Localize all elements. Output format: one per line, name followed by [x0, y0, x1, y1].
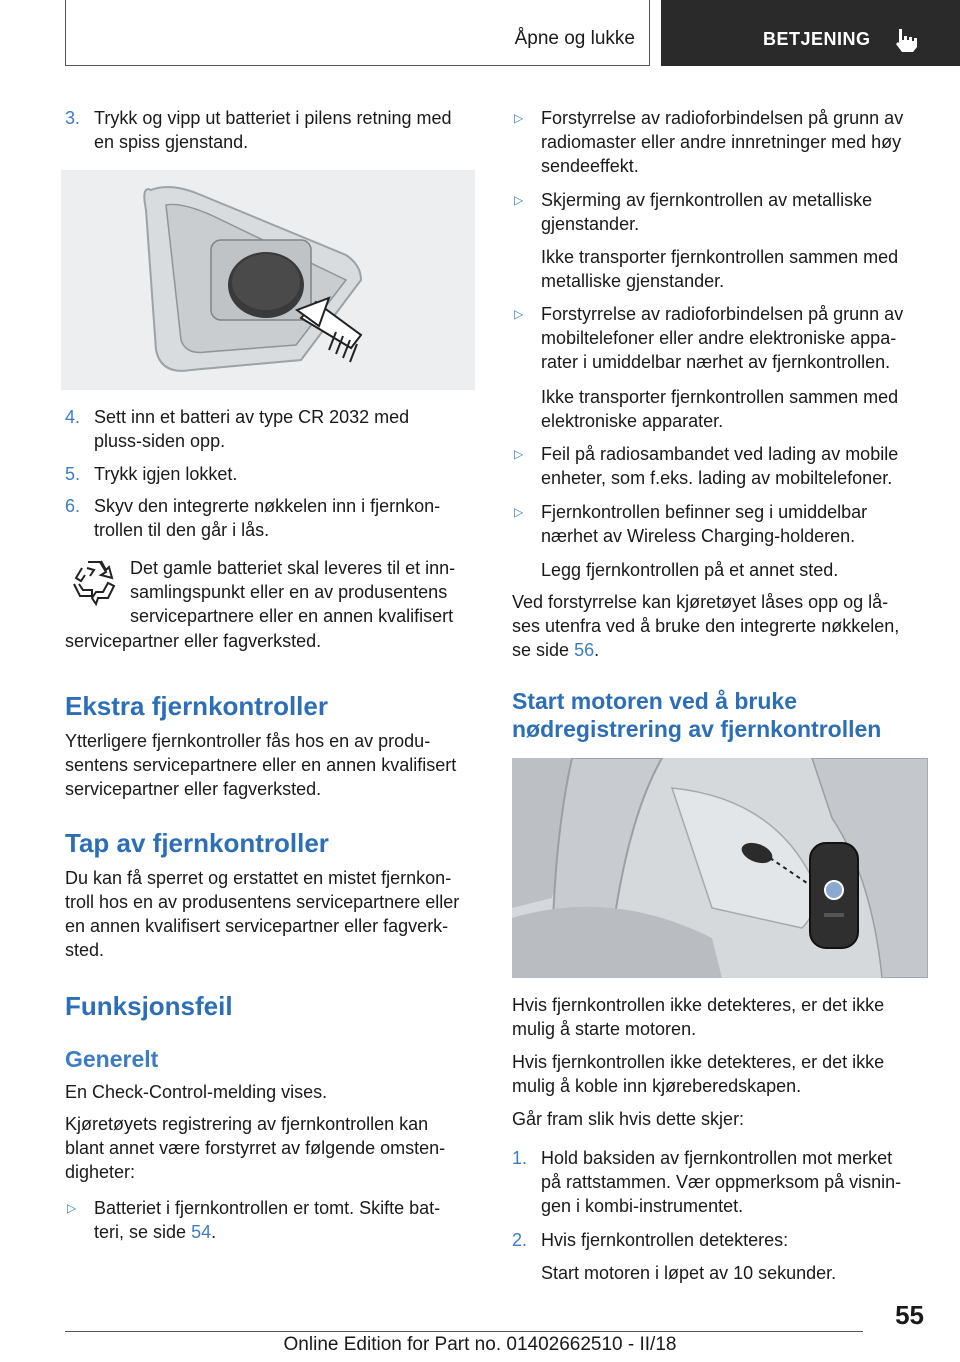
page-link-56[interactable]: 56	[574, 640, 595, 660]
bullet-text: rater i umiddelbar nærhet av fjernkontrollen.	[541, 352, 891, 372]
step-text: Trykk igjen lokket.	[94, 464, 238, 484]
paragraph-text: en annen kvalifisert servicepartner eller fagverk-	[65, 916, 449, 936]
bullet-text: Feil på radiosambandet ved lading av mobile	[541, 444, 899, 464]
paragraph-text: Kjøretøyets registrering av fjernkontrollen kan	[65, 1114, 429, 1134]
bullet-subtext: Ikke transporter fjernkontrollen sammen med	[541, 387, 899, 407]
paragraph-text: troll hos en av produsentens servicepartnere eller	[65, 892, 460, 912]
paragraph-text: blant annet være forstyrret av følgende omsten-	[65, 1138, 446, 1158]
paragraph-text: servicepartner eller fagverksted.	[65, 779, 322, 799]
bullet-arrow-icon: ▷	[514, 111, 524, 125]
bullet-text: Forstyrrelse av radioforbindelsen på grunn av	[541, 304, 904, 324]
bullet-text: teri, se side 54.	[94, 1222, 217, 1242]
bullet-subtext: Ikke transporter fjernkontrollen sammen med	[541, 247, 899, 267]
heading-emergency-start: Start motoren ved å bruke	[512, 688, 798, 714]
bullet-subtext: metalliske gjenstander.	[541, 271, 725, 291]
key-battery-diagram	[61, 170, 475, 390]
bullet-arrow-icon: ▷	[514, 193, 524, 207]
bullet-text: gjenstander.	[541, 214, 640, 234]
heading-malfunction: Funksjonsfeil	[65, 991, 233, 1021]
step-number: 6.	[65, 496, 81, 516]
bullet-text: sendeeffekt.	[541, 156, 639, 176]
paragraph-text: Går fram slik hvis dette skjer:	[512, 1109, 745, 1129]
footer-edition: Online Edition for Part no. 01402662510 - II/18	[283, 1334, 677, 1355]
heading-lost-remote: Tap av fjernkontroller	[65, 828, 329, 858]
bullet-text: nærhet av Wireless Charging-holderen.	[541, 526, 856, 546]
step-text: på rattstammen. Vær oppmerksom på visnin-	[541, 1172, 902, 1192]
page-number: 55	[895, 1300, 924, 1330]
steering-column-diagram	[512, 758, 928, 978]
paragraph-text: Hvis fjernkontrollen ikke detekteres, er det ikke	[512, 1052, 885, 1072]
page-link-54[interactable]: 54	[191, 1222, 212, 1242]
paragraph-text: digheter:	[65, 1162, 136, 1182]
step-number: 5.	[65, 464, 81, 484]
step-text: gen i kombi-instrumentet.	[541, 1196, 744, 1216]
note-text: servicepartnere eller en annen kvalifisert	[130, 606, 454, 626]
paragraph-text: Du kan få sperret og erstattet en mistet fjernkon-	[65, 868, 452, 888]
hand-pointer-icon	[893, 27, 919, 53]
bullet-text: Forstyrrelse av radioforbindelsen på grunn av	[541, 108, 904, 128]
paragraph-text: se side 56.	[512, 640, 600, 660]
step-text: Skyv den integrerte nøkkelen inn i fjernkon-	[94, 496, 441, 516]
section-title[interactable]: BETJENING	[763, 29, 871, 49]
paragraph-text: En Check-Control-melding vises.	[65, 1082, 328, 1102]
paragraph-text: Ytterligere fjernkontroller fås hos en av produ-	[65, 731, 431, 751]
note-text: Det gamle batteriet skal leveres til et inn-	[130, 558, 456, 578]
heading-general: Generelt	[65, 1046, 159, 1072]
step-text: pluss-siden opp.	[94, 431, 226, 451]
paragraph-text: sentens servicepartnere eller en annen kvalifisert	[65, 755, 457, 775]
note-text: samlingspunkt eller en av produsentens	[130, 582, 448, 602]
header-breadcrumb-box	[65, 0, 650, 66]
bullet-text: Skjerming av fjernkontrollen av metalliske	[541, 190, 873, 210]
step-text: Sett inn et batteri av type CR 2032 med	[94, 407, 410, 427]
bullet-text: enheter, som f.eks. lading av mobiltelefoner.	[541, 468, 893, 488]
steering-column-illustration	[512, 758, 928, 978]
bullet-arrow-icon: ▷	[514, 505, 524, 519]
bullet-text: Batteriet i fjernkontrollen er tomt. Skifte bat-	[94, 1198, 441, 1218]
step-number: 4.	[65, 407, 81, 427]
paragraph-text: mulig å koble inn kjøreberedskapen.	[512, 1076, 802, 1096]
paragraph-text: sted.	[65, 940, 105, 960]
bullet-subtext: elektroniske apparater.	[541, 411, 724, 431]
step-text: Hvis fjernkontrollen detekteres:	[541, 1230, 789, 1250]
step-text: Hold baksiden av fjernkontrollen mot merket	[541, 1148, 893, 1168]
step-number: 1.	[512, 1148, 528, 1168]
step-text: en spiss gjenstand.	[94, 132, 249, 152]
recycle-icon	[68, 556, 120, 608]
bullet-arrow-icon: ▷	[514, 307, 524, 321]
heading-extra-remotes: Ekstra fjernkontroller	[65, 691, 328, 721]
paragraph-text: ses utenfra ved å bruke den integrerte nøkkelen,	[512, 616, 900, 636]
paragraph-text: mulig å starte motoren.	[512, 1019, 697, 1039]
step-number: 3.	[65, 108, 81, 128]
paragraph-text: Ved forstyrrelse kan kjøretøyet låses opp og lå-	[512, 592, 889, 612]
note-text: servicepartner eller fagverksted.	[65, 631, 322, 651]
bullet-subtext: Legg fjernkontrollen på et annet sted.	[541, 560, 839, 580]
bullet-text: mobiltelefoner eller andre elektroniske appa-	[541, 328, 897, 348]
breadcrumb[interactable]: Åpne og lukke	[514, 28, 635, 49]
bullet-arrow-icon: ▷	[514, 447, 524, 461]
step-text: Trykk og vipp ut batteriet i pilens retning med	[94, 108, 452, 128]
bullet-arrow-icon: ▷	[67, 1201, 77, 1215]
step-text: trollen til den går i lås.	[94, 520, 270, 540]
heading-emergency-start-2: nødregistrering av fjernkontrollen	[512, 716, 882, 742]
footer-divider	[65, 1331, 863, 1332]
bullet-text: Fjernkontrollen befinner seg i umiddelbar	[541, 502, 868, 522]
bullet-text: radiomaster eller andre innretninger med høy	[541, 132, 902, 152]
step-number: 2.	[512, 1230, 528, 1250]
paragraph-text: Hvis fjernkontrollen ikke detekteres, er det ikke	[512, 995, 885, 1015]
step-subtext: Start motoren i løpet av 10 sekunder.	[541, 1263, 837, 1283]
battery-replacement-illustration	[61, 170, 475, 390]
